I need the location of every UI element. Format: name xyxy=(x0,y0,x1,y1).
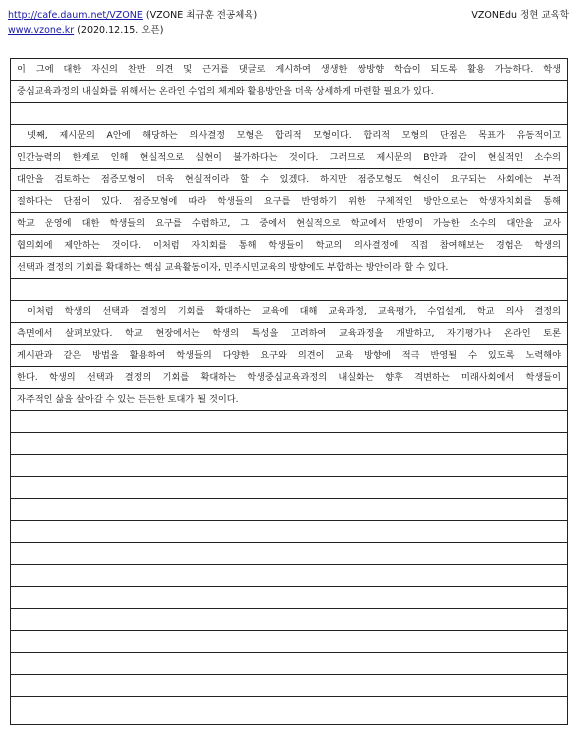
site-note: (2020.12.15. 오픈) xyxy=(77,25,164,36)
sheet-line: 한다. 학생의 선택과 결정의 기회를 확대하는 학생중심교육과정의 내실화는 향후 격변하는 미래사회에서 학생들이 xyxy=(11,367,567,389)
sheet-line xyxy=(11,675,567,697)
sheet-line xyxy=(11,697,567,719)
sheet-line xyxy=(11,103,567,125)
sheet-line xyxy=(11,653,567,675)
cafe-link[interactable]: http://cafe.daum.net/VZONE xyxy=(8,10,143,21)
answer-sheet xyxy=(10,58,568,725)
sheet-line: 측면에서 살펴보았다. 학교 현장에서는 학생의 특성을 고려하여 교육과정을 개발하고, 자기평가나 온라인 토론 xyxy=(11,323,567,345)
sheet-line: 중심교육과정의 내실화를 위해서는 온라인 수업의 체계와 활용방안을 더욱 상세하게 마련할 필요가 있다. xyxy=(11,81,567,103)
sheet-line: 이처럼 학생의 선택과 결정의 기회를 확대하는 교육에 대해 교육과정, 교육평가, 수업설계, 학교 의사 결정의 xyxy=(11,301,567,323)
sheet-line xyxy=(11,609,567,631)
sheet-line: 대안을 검토하는 점증모형이 더욱 현실적이라 할 수 있겠다. 하지만 점증모형도 혁신이 요구되는 사회에는 부적 xyxy=(11,169,567,191)
sheet-line xyxy=(11,433,567,455)
sheet-line: 절하다는 단점이 있다. 점증모형에 따라 학생들의 요구를 반영하기 위한 구체적인 방안으로는 학생자치회를 통해 xyxy=(11,191,567,213)
header-brand: VZONEdu 정현 교육학 xyxy=(471,10,569,21)
sheet-line xyxy=(11,499,567,521)
header-links xyxy=(8,8,257,38)
sheet-line xyxy=(11,587,567,609)
sheet-line xyxy=(11,411,567,433)
sheet-line: 협의회에 제안하는 것이다. 이처럼 자치회를 통해 학생들이 학교의 의사결정에 직접 참여해보는 경험은 학생의 xyxy=(11,235,567,257)
sheet-line: 게시판과 같은 방법을 활용하여 학생들의 다양한 요구와 의견이 교육 방향에 적극 반영될 수 있도록 노력해야 xyxy=(11,345,567,367)
page-header xyxy=(8,8,575,44)
sheet-line: 인간능력의 한계로 인해 현실적으로 실현이 불가하다는 것이다. 그러므로 제시문의 B안과 같이 현실적인 소수의 xyxy=(11,147,567,169)
site-link[interactable]: www.vzone.kr xyxy=(8,25,75,36)
sheet-line xyxy=(11,565,567,587)
sheet-line: 자주적인 삶을 살아갈 수 있는 든든한 토대가 될 것이다. xyxy=(11,389,567,411)
sheet-line: 선택과 결정의 기회를 확대하는 핵심 교육활동이자, 민주시민교육의 방향에도 부합하는 방안이라 할 수 있다. xyxy=(11,257,567,279)
sheet-line: 이 그에 대한 자신의 찬반 의견 및 근거를 댓글로 게시하여 생생한 쌍방향 학습이 되도록 활용 가능하다. 학생 xyxy=(11,59,567,81)
sheet-line: 넷째, 제시문의 A안에 해당하는 의사결정 모형은 합리적 모형이다. 합리적 모형의 단점은 목표가 유동적이고 xyxy=(11,125,567,147)
sheet-line xyxy=(11,477,567,499)
sheet-line xyxy=(11,455,567,477)
cafe-note: (VZONE 최규훈 전공체육) xyxy=(145,10,258,21)
sheet-line xyxy=(11,521,567,543)
sheet-line xyxy=(11,631,567,653)
sheet-line xyxy=(11,543,567,565)
sheet-line xyxy=(11,279,567,301)
sheet-line: 학교 운영에 대한 학생들의 요구를 수렴하고, 그 중에서 현실적으로 학교에서 반영이 가능한 소수의 대안을 교사 xyxy=(11,213,567,235)
